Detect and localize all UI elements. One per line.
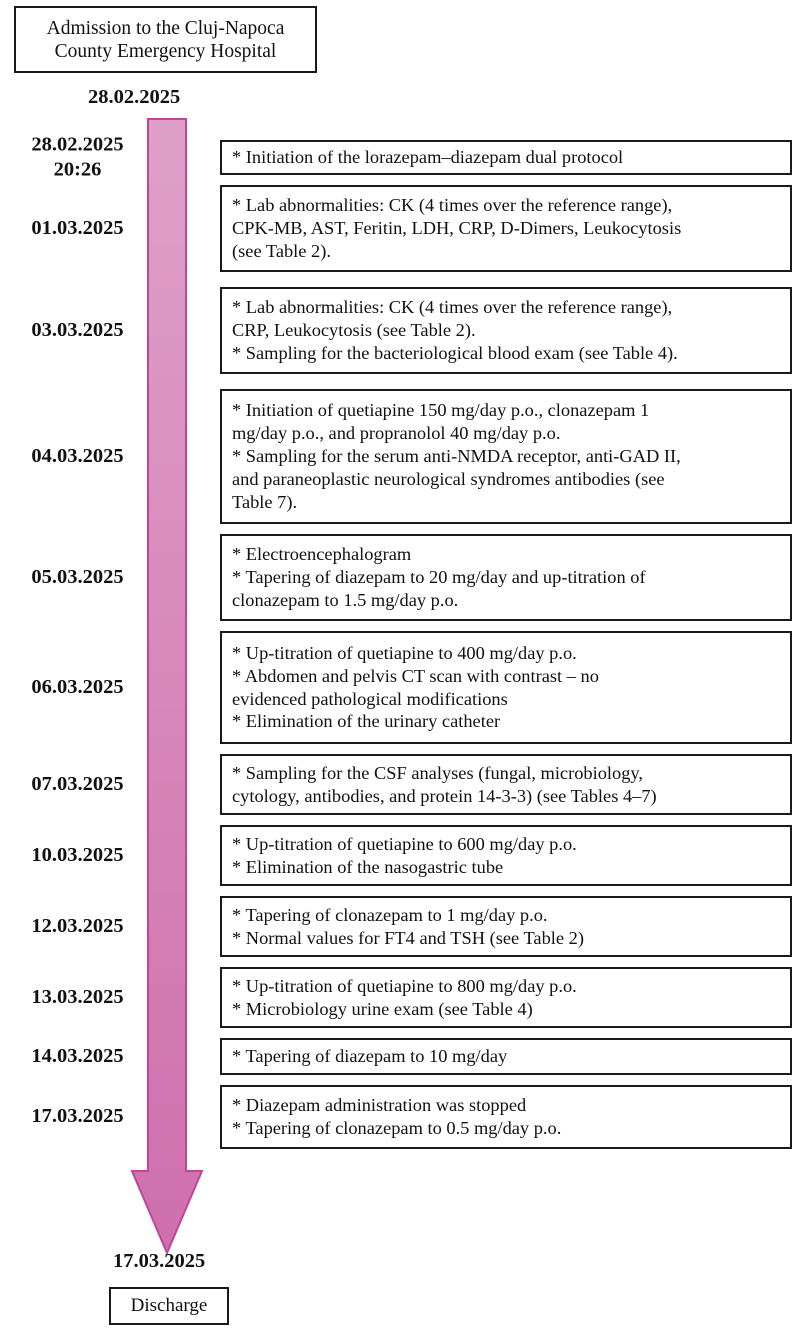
end-date: 17.03.2025 — [113, 1250, 206, 1272]
event-date — [0, 444, 155, 470]
event-line: * Lab abnormalities: CK (4 times over the reference range), — [232, 195, 673, 216]
event-line: Table 7). — [232, 491, 298, 512]
event-line: and paraneoplastic neurological syndromes antibodies (see — [232, 468, 665, 489]
event-line: * Lab abnormalities: CK (4 times over the reference range), — [232, 297, 673, 318]
event-box — [220, 140, 792, 175]
event-line: cytology, antibodies, and protein 14-3-3) (see Tables 4–7) — [232, 785, 657, 806]
event-date-line: 05.03.2025 — [31, 565, 124, 588]
event-date-line: 01.03.2025 — [31, 216, 124, 239]
event-date — [0, 1104, 155, 1130]
event-box — [220, 389, 792, 524]
event-line: * Diazepam administration was stopped — [232, 1095, 527, 1116]
event-date — [0, 318, 155, 344]
event-date-line: 14.03.2025 — [31, 1044, 124, 1067]
event-line: * Elimination of the urinary catheter — [232, 711, 501, 732]
event-date — [0, 772, 155, 798]
event-date — [0, 914, 155, 940]
event-box — [220, 1085, 792, 1149]
event-line: mg/day p.o., and propranolol 40 mg/day p.o. — [232, 423, 561, 444]
event-date — [0, 985, 155, 1011]
event-line: * Sampling for the serum anti-NMDA receptor, anti-GAD II, — [232, 446, 681, 467]
event-line: CPK-MB, AST, Feritin, LDH, CRP, D-Dimers, Leukocytosis — [232, 218, 682, 239]
event-box — [220, 631, 792, 744]
event-line: * Tapering of diazepam to 20 mg/day and up-titration of — [232, 567, 646, 588]
admission-line: Admission to the Cluj-Napoca — [46, 17, 285, 39]
event-date — [0, 565, 155, 591]
event-box — [220, 185, 792, 272]
discharge-box — [109, 1287, 229, 1325]
event-date-line: 03.03.2025 — [31, 318, 124, 341]
event-date-line: 12.03.2025 — [31, 914, 124, 937]
event-line: * Initiation of quetiapine 150 mg/day p.o., clonazepam 1 — [232, 400, 650, 421]
event-date-line: 07.03.2025 — [31, 772, 124, 795]
event-date — [0, 132, 155, 183]
event-date-line: 20:26 — [53, 158, 102, 181]
event-box — [220, 967, 792, 1028]
event-date-line: 04.03.2025 — [31, 444, 124, 467]
event-date-line: 13.03.2025 — [31, 985, 124, 1008]
event-box — [220, 825, 792, 886]
start-date: 28.02.2025 — [88, 86, 181, 108]
event-box — [220, 896, 792, 957]
event-line: * Up-titration of quetiapine to 400 mg/day p.o. — [232, 642, 577, 663]
event-line: CRP, Leukocytosis (see Table 2). — [232, 320, 476, 341]
event-box — [220, 287, 792, 374]
event-line: * Tapering of clonazepam to 1 mg/day p.o. — [232, 904, 548, 925]
event-date — [0, 216, 155, 242]
event-line: (see Table 2). — [232, 240, 331, 261]
event-box — [220, 754, 792, 815]
event-line: * Up-titration of quetiapine to 600 mg/day p.o. — [232, 833, 577, 854]
event-line: * Abdomen and pelvis CT scan with contrast – no — [232, 665, 599, 686]
event-line: * Tapering of clonazepam to 0.5 mg/day p.o. — [232, 1118, 562, 1138]
admission-line: County Emergency Hospital — [54, 40, 277, 62]
event-date-line: 17.03.2025 — [31, 1105, 124, 1128]
event-line: * Electroencephalogram — [232, 544, 412, 565]
event-date — [0, 675, 155, 701]
event-date — [0, 1044, 155, 1070]
event-date-line: 06.03.2025 — [31, 675, 124, 698]
event-line: clonazepam to 1.5 mg/day p.o. — [232, 589, 459, 610]
event-line: * Microbiology urine exam (see Table 4) — [232, 998, 533, 1019]
admission-box — [14, 6, 317, 73]
event-line: * Elimination of the nasogastric tube — [232, 856, 504, 877]
event-line: * Initiation of the lorazepam–diazepam dual protocol — [232, 147, 624, 168]
event-line: * Tapering of diazepam to 10 mg/day — [232, 1046, 508, 1067]
discharge-label: Discharge — [130, 1295, 208, 1316]
event-box — [220, 1038, 792, 1075]
event-line: * Sampling for the CSF analyses (fungal, microbiology, — [232, 762, 644, 783]
event-date-line: 10.03.2025 — [31, 843, 124, 866]
event-box — [220, 534, 792, 621]
event-date — [0, 843, 155, 869]
event-date-line: 28.02.2025 — [31, 132, 124, 155]
event-line: evidenced pathological modifications — [232, 688, 508, 709]
event-line: * Normal values for FT4 and TSH (see Table 2) — [232, 927, 584, 948]
event-line: * Up-titration of quetiapine to 800 mg/day p.o. — [232, 975, 577, 996]
event-line: * Sampling for the bacteriological blood exam (see Table 4). — [232, 342, 678, 363]
